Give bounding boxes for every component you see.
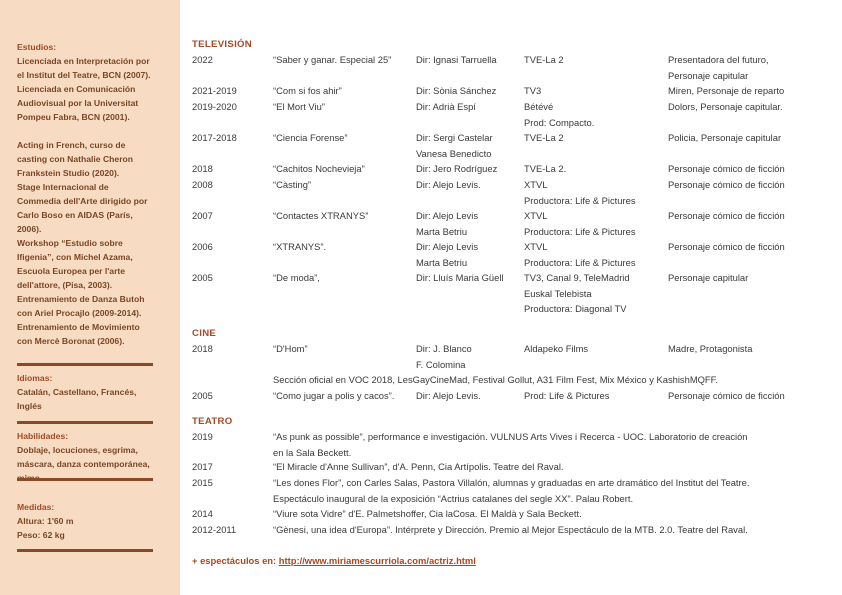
row-channel-3: Productora: Diagonal TV — [524, 303, 627, 314]
row-year: 2012-2011 — [192, 524, 237, 535]
row-year: 2015 — [192, 477, 213, 488]
row-director: Dir: Ignasi Tarruella — [416, 54, 497, 65]
row-director-2: Marta Betriu — [416, 225, 468, 237]
row-role: Miren, Personaje de reparto — [668, 85, 785, 96]
sidebar-divider — [17, 549, 153, 552]
row-director: Dir: Alejo Levis. — [416, 390, 481, 401]
footer-link[interactable]: http://www.miriamescurriola.com/actriz.html — [278, 555, 476, 566]
sidebar-estudios-line: Licenciada en Comunicación — [17, 84, 136, 94]
row-description: “Viure sota Vidre” d'E. Palmetshoffer, Cia laCosa. El Maldà y Sala Beckett. — [273, 508, 582, 519]
sidebar-divider — [17, 363, 153, 366]
row-channel: Bétévé — [524, 101, 554, 112]
row-channel: TV3 — [524, 85, 542, 96]
sidebar-estudios-line: Licenciada en Interpretación por — [17, 56, 150, 66]
row-year: 2017 — [192, 461, 213, 472]
row-year: 2014 — [192, 508, 213, 519]
row-description: “Gènesi, una idea d'Europa”. Intérprete y Dirección. Premio al Mejor Espectáculo de la MTB. 2.0. Teatre del Raval. — [273, 524, 748, 535]
sidebar-estudios-line: Stage Internacional de — [17, 182, 109, 192]
row-role: Presentadora del futuro, — [668, 54, 769, 65]
row-year: 2005 — [192, 390, 213, 401]
row-channel: TV3, Canal 9, TeleMadrid — [524, 272, 630, 283]
sidebar-estudios-line: el Institut del Teatre, BCN (2007). — [17, 70, 151, 80]
sidebar-estudios-line: casting con Nathalie Cheron — [17, 154, 134, 164]
row-year: 2018 — [192, 343, 213, 354]
row-description: “As punk as possible”, performance e investigación. VULNUS Arts Vives i Recerca - UOC. Laboratorio de creación — [273, 431, 748, 442]
row-role: Policia, Personaje capitular — [668, 132, 782, 143]
row-title: “XTRANYS”. — [273, 241, 327, 252]
row-role: Dolors, Personaje capitular. — [668, 101, 783, 112]
sidebar-idiomas-heading: Idiomas: — [17, 373, 53, 383]
sidebar-habilidades-line: máscara, danza contemporánea, — [17, 459, 150, 469]
row-role: Personaje capitular — [668, 272, 749, 283]
row-description-2: en la Sala Beckett. — [273, 446, 352, 458]
sidebar-estudios-line: Pompeu Fabra, BCN (2001). — [17, 112, 130, 122]
row-channel: TVE-La 2. — [524, 163, 567, 174]
row-director: Dir: Sergi Castelar — [416, 132, 493, 143]
row-channel: XTVL — [524, 179, 548, 190]
row-title: “Com si fos ahir” — [273, 85, 342, 96]
footer-label: + espectáculos en: — [192, 555, 277, 566]
teatro-heading: TEATRO — [192, 416, 233, 427]
sidebar-estudios-line: 2006). — [17, 224, 42, 234]
row-channel: TVE-La 2 — [524, 54, 564, 65]
sidebar-medidas-heading: Medidas: — [17, 502, 55, 512]
row-director: Dir: Adrià Espí — [416, 101, 476, 112]
sidebar-estudios-line: Commedia dell'Arte dirigido por — [17, 196, 148, 206]
television-heading: TELEVISIÓN — [192, 39, 253, 50]
sidebar-estudios-line: Audiovisual por la Universitat — [17, 98, 139, 108]
sidebar-idiomas-section — [17, 371, 165, 413]
row-role: Personaje cómico de ficción — [668, 241, 785, 252]
sidebar-estudios-line: Entrenamiento de Movimiento — [17, 322, 140, 332]
row-channel: XTVL — [524, 210, 548, 221]
sidebar-habilidades-section — [17, 429, 165, 485]
row-title: “El Mort Viu” — [273, 101, 325, 112]
sidebar-estudios-section — [17, 40, 165, 348]
sidebar-estudios-line: con Mercè Boronat (2006). — [17, 336, 125, 346]
sidebar-medidas-line: Peso: 62 kg — [17, 530, 65, 540]
row-year: 2019 — [192, 431, 213, 442]
row-title: “D'Hom” — [273, 343, 308, 354]
sidebar-estudios-line: Ifigenia”, con Michel Azama, — [17, 252, 133, 262]
sidebar-estudios-heading: Estudios: — [17, 42, 57, 52]
row-role: Personaje cómico de ficción — [668, 179, 785, 190]
row-description: “Les dones Flor”, con Carles Salas, Pastora Villalón, alumnas y graduadas en arte dramático del Institut del Teatre. — [273, 477, 750, 488]
row-director: Dir: Alejo Levis. — [416, 179, 481, 190]
row-role-2: Personaje capitular — [668, 69, 749, 81]
row-year: 2021-2019 — [192, 85, 237, 96]
sidebar-habilidades-heading: Habilidades: — [17, 431, 69, 441]
sidebar-medidas-section — [17, 500, 165, 542]
row-channel: TVE-La 2 — [524, 132, 564, 143]
row-channel: Prod: Life & Pictures — [524, 390, 610, 401]
footer — [192, 553, 476, 569]
sidebar-estudios-line — [17, 124, 165, 138]
row-title: “Como jugar a polis y cacos”. — [273, 390, 395, 401]
row-channel: Aldapeko Films — [524, 343, 589, 354]
row-channel-2: Euskal Telebista — [524, 287, 592, 299]
sidebar-estudios-line: Escuola Europea per l'arte — [17, 266, 126, 276]
row-director: Dir: J. Blanco — [416, 343, 472, 354]
cine-festival-note: Sección oficial en VOC 2018, LesGayCineMad, Festival Gollut, A31 Film Fest, Mix México y KashishMQFF. — [273, 374, 718, 385]
sidebar-estudios-line: Carlo Boso en AIDAS (París, — [17, 210, 133, 220]
sidebar-estudios-line: Workshop “Estudio sobre — [17, 238, 123, 248]
row-year: 2017-2018 — [192, 132, 237, 143]
sidebar-estudios-line: con Ariel Procajlo (2009-2014). — [17, 308, 142, 318]
row-title: “Cachitos Nochevieja” — [273, 163, 365, 174]
row-title: “Càsting” — [273, 179, 312, 190]
row-year: 2022 — [192, 54, 213, 65]
main-content — [192, 0, 832, 595]
row-role: Personaje cómico de ficción — [668, 390, 785, 401]
row-description-2: Espectáculo inaugural de la exposición “Actrius catalanes del segle XX”. Palau Robert. — [273, 492, 634, 504]
row-director-2: F. Colomina — [416, 358, 466, 370]
row-year: 2007 — [192, 210, 213, 221]
row-title: “Contactes XTRANYS” — [273, 210, 369, 221]
row-year: 2006 — [192, 241, 213, 252]
row-role: Personaje cómico de ficción — [668, 163, 785, 174]
sidebar-estudios-line: Entrenamiento de Danza Butoh — [17, 294, 145, 304]
sidebar-divider — [17, 478, 153, 481]
sidebar-estudios-line: Acting in French, curso de — [17, 140, 126, 150]
sidebar-idiomas-line: Inglés — [17, 401, 42, 411]
row-director: Dir: Sònia Sánchez — [416, 85, 497, 96]
row-director: Dir: Jero Rodríguez — [416, 163, 498, 174]
row-year: 2018 — [192, 163, 213, 174]
row-year: 2019-2020 — [192, 101, 237, 112]
row-channel-2: Prod: Compacto. — [524, 116, 595, 128]
cine-heading: CINE — [192, 328, 217, 339]
row-director-2: Vanesa Benedicto — [416, 147, 492, 159]
sidebar-idiomas-line: Catalán, Castellano, Francés, — [17, 387, 137, 397]
row-channel-2: Productora: Life & Pictures — [524, 225, 636, 237]
sidebar-medidas-line: Altura: 1'60 m — [17, 516, 74, 526]
row-title: “Ciencia Forense” — [273, 132, 348, 143]
row-director: Dir: Alejo Levis — [416, 241, 479, 252]
row-title: “De moda”, — [273, 272, 320, 283]
sidebar-estudios-line: dell'attore, (Pisa, 2003). — [17, 280, 113, 290]
row-channel-2: Productora: Life & Pictures — [524, 194, 636, 206]
row-role: Personaje cómico de ficción — [668, 210, 785, 221]
row-director-2: Marta Betriu — [416, 256, 468, 268]
row-description: “El Miracle d'Anne Sullivan”, d'A. Penn, Cia Artípolis. Teatre del Raval. — [273, 461, 564, 472]
row-role: Madre, Protagonista — [668, 343, 753, 354]
sidebar-habilidades-line: Doblaje, locuciones, esgrima, — [17, 445, 138, 455]
row-channel-2: Productora: Life & Pictures — [524, 256, 636, 268]
row-year: 2005 — [192, 272, 213, 283]
sidebar-estudios-line: Frankstein Studio (2020). — [17, 168, 120, 178]
row-director: Dir: Lluís Maria Güell — [416, 272, 504, 283]
row-year: 2008 — [192, 179, 213, 190]
row-channel: XTVL — [524, 241, 548, 252]
row-title: “Saber y ganar. Especial 25” — [273, 54, 392, 65]
row-director: Dir: Alejo Levis — [416, 210, 479, 221]
sidebar-divider — [17, 421, 153, 424]
